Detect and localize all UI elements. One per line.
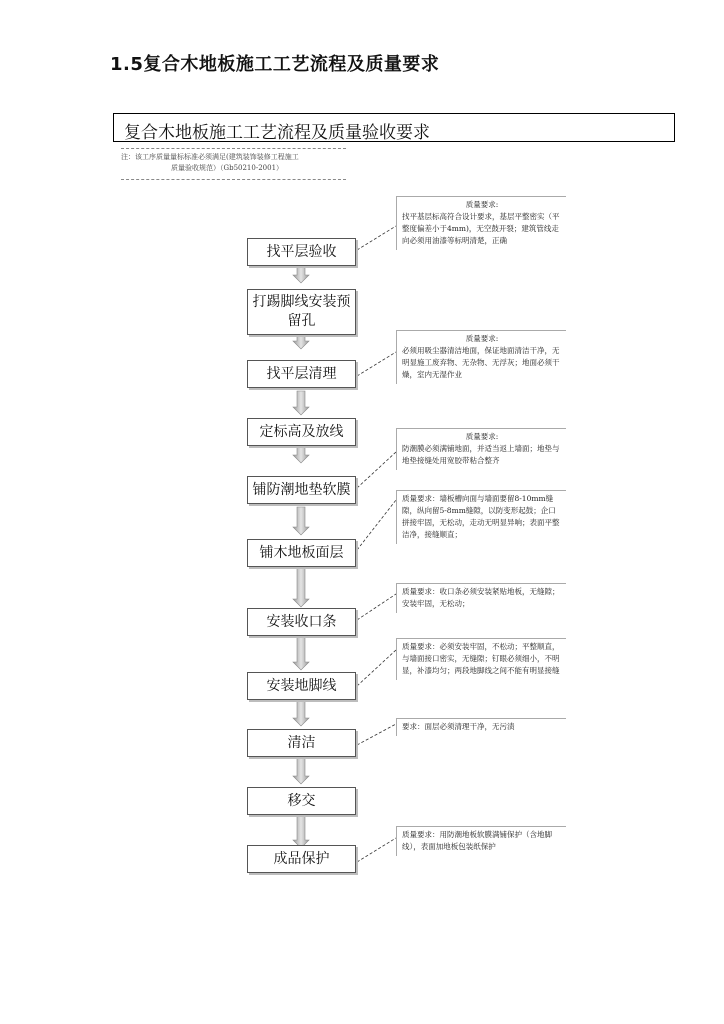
requirement-skirting [396,638,566,680]
step-floor-surface: 铺木地板面层 [247,539,356,567]
requirement-cleaning-base [396,330,566,384]
note-line-2: 质量验收规范）（Gb50210-2001） [171,164,284,172]
arrow-6 [293,567,309,607]
arrow-1 [293,267,309,283]
requirement-text: 要求：面层必须清理干净，无污渍 [402,722,515,731]
step-skirting-install: 安装地脚线 [247,672,356,700]
step-skirting-holes: 打踢脚线安装预留孔 [247,289,356,335]
arrow-9 [293,756,309,784]
arrow-7 [293,636,309,670]
note-line-1: 注：该工序质量量标标准必须满足(建筑装饰装修工程施工 [121,153,299,161]
requirement-edge-strips [396,583,566,613]
dashed-leaders [357,226,396,862]
requirement-text: 质量要求：必须安装牢固，不松动；平整顺直，与墙面接口密实，无缝隙；钉眼必须细小，不明显，补漆均匀；两段地脚线之间不能有明显接缝 [402,642,560,675]
requirement-title: 质量要求: [465,200,499,209]
requirement-floor-surface [396,490,566,544]
requirement-cleaning [396,718,566,736]
requirement-text: 质量要求：收口条必须安装紧贴地板，无缝隙；安装牢固，无松动； [402,587,560,608]
arrow-5 [293,507,309,535]
standard-note [121,148,346,180]
step-elevation-layout: 定标高及放线 [247,418,356,446]
step-moisture-underlay: 铺防潮地垫软膜 [247,476,356,504]
arrow-8 [293,700,309,726]
requirement-text: 必须用吸尘器清洁地面，保证地面清洁干净，无明显施工废弃物、无杂物、无浮灰；地面必须干燥，室内无湿作业 [402,346,560,379]
step-cleaning: 清洁 [247,729,356,757]
step-leveling-cleaning: 找平层清理 [247,360,356,388]
section-heading: 1.5复合木地板施工工艺流程及质量要求 [110,54,440,75]
requirement-title: 质量要求: [465,334,499,343]
requirement-text: 防潮膜必须满铺地面，并适当返上墙面；地垫与地垫接缝处用宽胶带粘合整齐 [402,444,560,465]
note-divider-top [121,148,346,149]
arrow-10 [293,814,309,848]
requirement-title: 质量要求: [465,432,499,441]
requirement-leveling [396,196,566,250]
step-product-protection: 成品保护 [247,845,356,873]
requirement-text: 质量要求：墙板槽向面与墙面要留8-10mm缝隙，纵向留5-8mm缝隙，以防变形起鼓；企口拼接牢固，无松动，走动无明显异响；表面平整洁净，接缝顺直； [402,494,560,539]
arrow-3 [293,391,309,415]
requirement-protection [396,826,566,856]
requirement-text: 找平基层标高符合设计要求，基层平整密实（平整度偏差小于4mm)，无空鼓开裂；建筑管线走向必须用油漆等标明清楚，正确 [402,212,560,245]
requirement-underlay [396,428,566,470]
step-handover: 移交 [247,787,356,815]
figure-title: 复合木地板施工工艺流程及质量验收要求 [113,113,675,142]
step-edge-strips: 安装收口条 [247,608,356,636]
requirement-text: 质量要求：用防潮地板软膜满铺保护（含地脚线），表面加地板包装纸保护 [402,830,552,851]
step-leveling-inspection: 找平层验收 [247,238,356,266]
arrow-4 [293,445,309,463]
note-divider-bottom [121,179,346,180]
